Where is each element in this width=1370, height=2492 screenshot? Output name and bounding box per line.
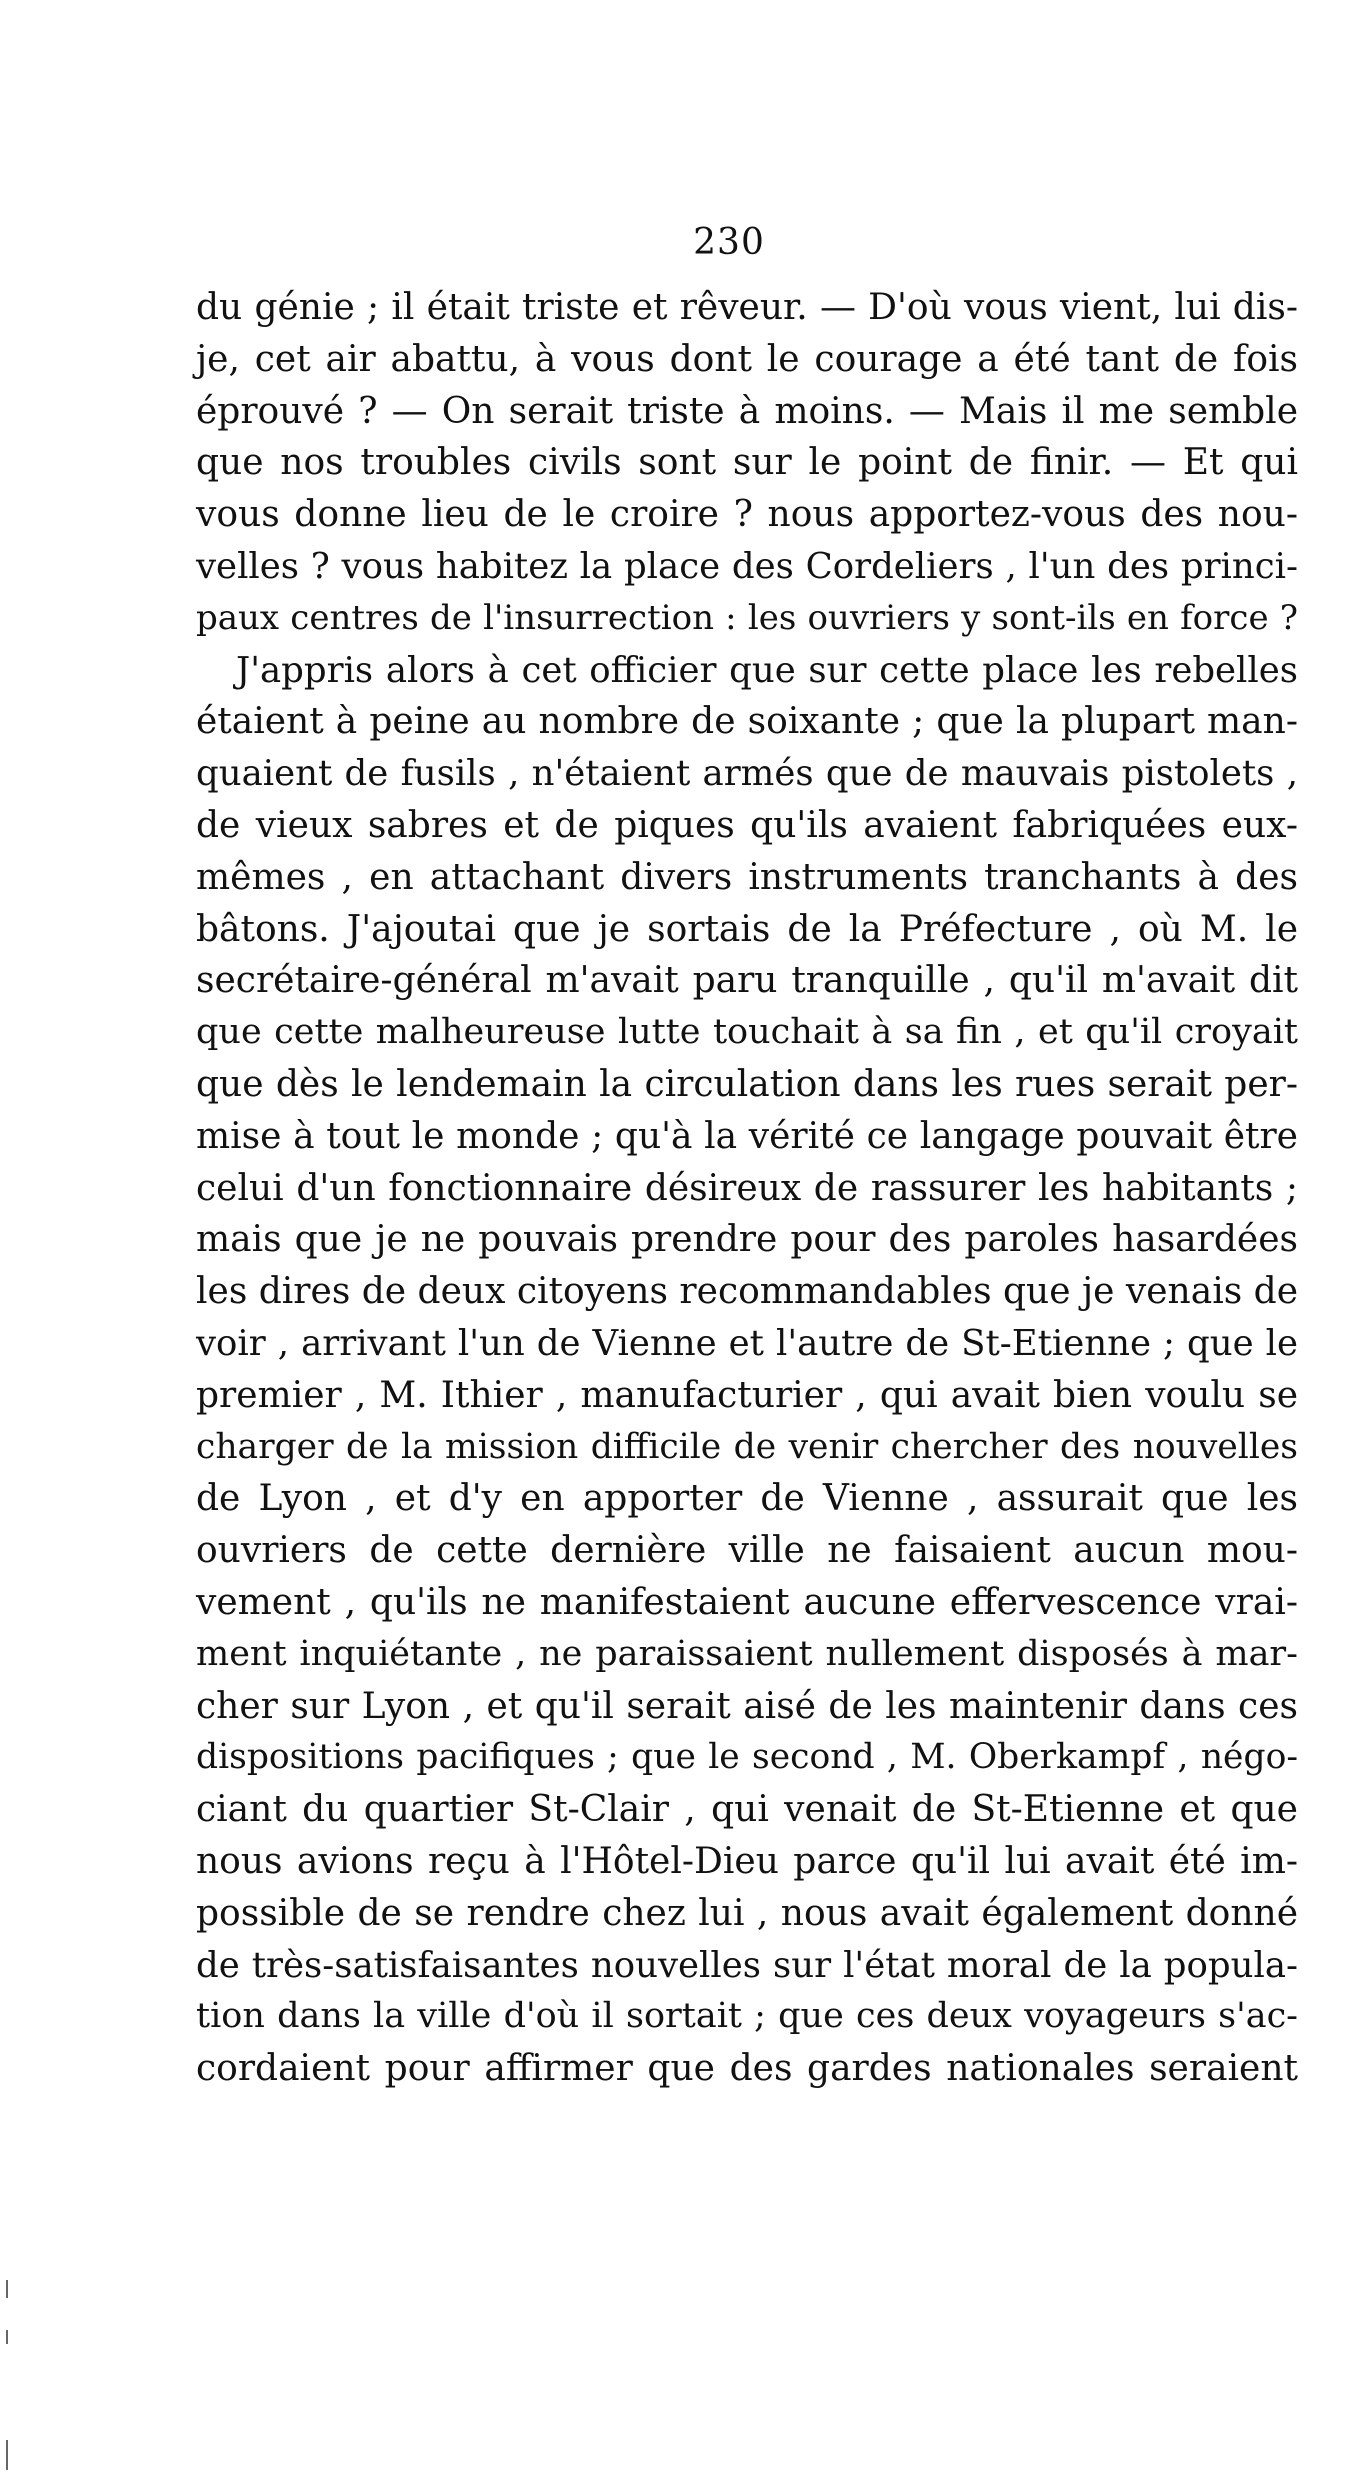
text-line: étaient à peine au nombre de soixante ; que la plupart man-: [196, 701, 1298, 743]
text-line: que dès le lendemain la circulation dans les rues serait per-: [196, 1063, 1298, 1105]
text-line: secrétaire-général m'avait paru tranquille , qu'il m'avait dit: [196, 960, 1298, 1002]
text-line: de très-satisfaisantes nouvelles sur l'état moral de la popula-: [196, 1944, 1298, 1986]
text-line: je, cet air abattu, à vous dont le courage a été tant de fois: [196, 338, 1298, 380]
text-line: mêmes , en attachant divers instruments tranchants à des: [196, 856, 1298, 898]
text-line: de Lyon , et d'y en apporter de Vienne , assurait que les: [196, 1478, 1298, 1520]
text-line: ment inquiétante , ne paraissaient nullement disposés à mar-: [196, 1633, 1298, 1674]
scan-edge-mark: [6, 2330, 8, 2344]
text-line: nous avions reçu à l'Hôtel-Dieu parce qu'il lui avait été im-: [196, 1840, 1298, 1882]
text-line: du génie ; il était triste et rêveur. — D'où vous vient, lui dis-: [196, 287, 1298, 328]
body-text: [196, 282, 1298, 2095]
text-line: dispositions pacifiques ; que le second , M. Oberkampf , négo-: [196, 1737, 1298, 1778]
text-line: les dires de deux citoyens recommandables que je venais de: [196, 1271, 1298, 1313]
text-line: de vieux sabres et de piques qu'ils avaient fabriquées eux-: [196, 804, 1298, 846]
text-line: voir , arrivant l'un de Vienne et l'autre de St-Etienne ; que le: [196, 1322, 1298, 1364]
text-line: velles ? vous habitez la place des Cordeliers , l'un des princi-: [196, 545, 1298, 587]
text-line: mais que je ne pouvais prendre pour des paroles hasardées: [196, 1219, 1298, 1261]
text-line: éprouvé ? — On serait triste à moins. — Mais il me semble: [196, 390, 1298, 432]
text-line: que nos troubles civils sont sur le point de finir. — Et qui: [196, 442, 1298, 484]
text-line: cordaient pour affirmer que des gardes nationales seraient: [196, 2048, 1298, 2090]
text-line: possible de se rendre chez lui , nous avait également donné: [196, 1892, 1298, 1934]
text-line: bâtons. J'ajoutai que je sortais de la Préfecture , où M. le: [196, 908, 1298, 950]
text-line: mise à tout le monde ; qu'à la vérité ce langage pouvait être: [196, 1115, 1298, 1157]
text-line: charger de la mission difficile de venir chercher des nouvelles: [196, 1426, 1298, 1467]
text-line: quaient de fusils , n'étaient armés que de mauvais pistolets ,: [196, 753, 1298, 795]
page-number: 230: [693, 222, 765, 263]
text-line: tion dans la ville d'où il sortait ; que ces deux voyageurs s'ac-: [196, 1996, 1298, 2037]
text-line: premier , M. Ithier , manufacturier , qui avait bien voulu se: [196, 1374, 1298, 1416]
text-line: J'appris alors à cet officier que sur cette place les rebelles: [236, 649, 1298, 691]
text-line: celui d'un fonctionnaire désireux de rassurer les habitants ;: [196, 1167, 1298, 1209]
scan-edge-mark: [6, 2440, 8, 2470]
scan-edge-mark: [6, 2280, 8, 2298]
text-line: que cette malheureuse lutte touchait à sa fin , et qu'il croyait: [196, 1012, 1298, 1053]
text-line: cher sur Lyon , et qu'il serait aisé de les maintenir dans ces: [196, 1685, 1298, 1727]
text-line: vement , qu'ils ne manifestaient aucune effervescence vrai-: [196, 1581, 1298, 1623]
text-line: ciant du quartier St-Clair , qui venait de St-Etienne et que: [196, 1789, 1298, 1831]
text-line: ouvriers de cette dernière ville ne faisaient aucun mou-: [196, 1530, 1298, 1572]
text-line: paux centres de l'insurrection : les ouvriers y sont-ils en force ?: [196, 597, 1298, 638]
text-line: vous donne lieu de le croire ? nous apportez-vous des nou-: [196, 494, 1298, 536]
